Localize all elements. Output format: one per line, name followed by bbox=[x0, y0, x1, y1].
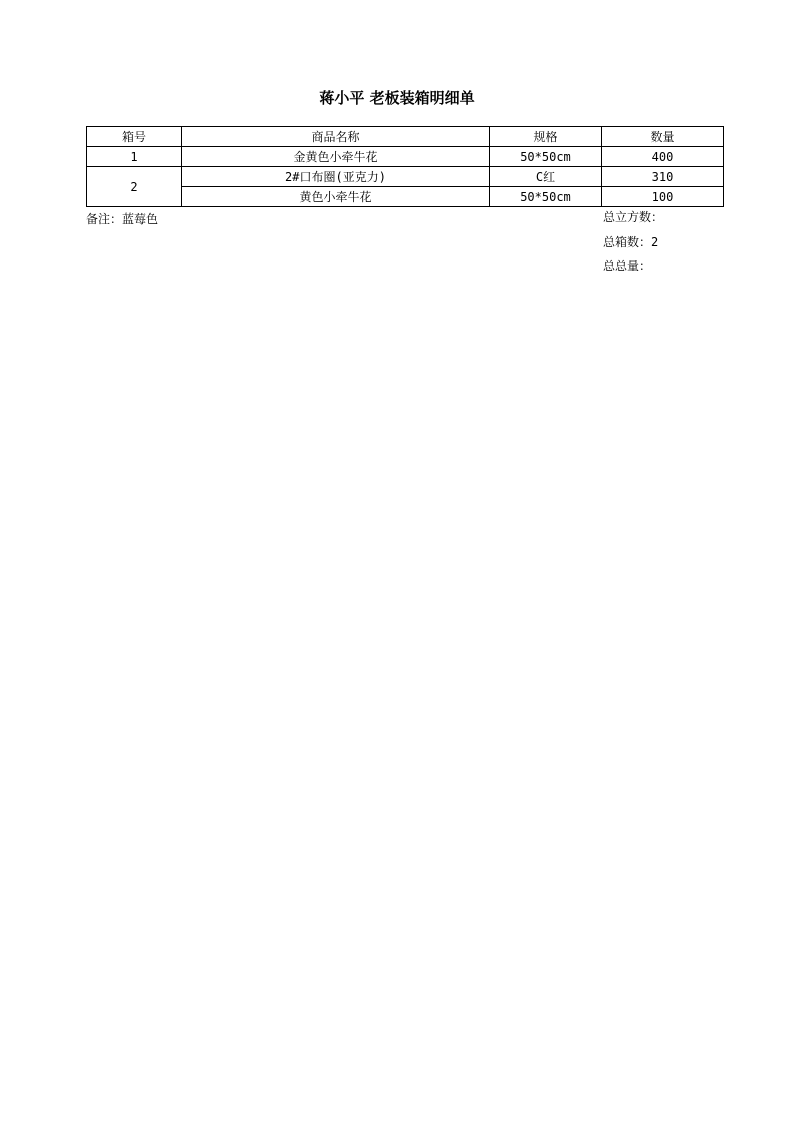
table-row bbox=[87, 147, 724, 167]
remark-label: 备注： bbox=[86, 212, 123, 226]
remark bbox=[86, 211, 158, 227]
packing-table bbox=[86, 126, 724, 207]
spec-cell: 50*50cm bbox=[490, 187, 602, 207]
box-no-cell: 1 bbox=[87, 147, 182, 167]
total-boxes bbox=[603, 234, 658, 250]
total-quantity-label: 总总量： bbox=[603, 259, 652, 273]
product-name-cell: 黄色小牵牛花 bbox=[182, 187, 490, 207]
total-boxes-label: 总箱数： bbox=[603, 235, 652, 249]
quantity-cell: 100 bbox=[602, 187, 724, 207]
table-row bbox=[87, 187, 724, 207]
total-volume bbox=[603, 209, 663, 225]
header-spec: 规格 bbox=[490, 127, 602, 147]
product-name-cell: 2#口布圈(亚克力) bbox=[182, 167, 490, 187]
quantity-cell: 400 bbox=[602, 147, 724, 167]
quantity-cell: 310 bbox=[602, 167, 724, 187]
document-title: 蒋小平 老板装箱明细单 bbox=[319, 89, 475, 107]
table-row bbox=[87, 167, 724, 187]
spec-cell: 50*50cm bbox=[490, 147, 602, 167]
total-boxes-value: 2 bbox=[651, 235, 659, 249]
header-quantity: 数量 bbox=[602, 127, 724, 147]
header-box-no: 箱号 bbox=[87, 127, 182, 147]
product-name-cell: 金黄色小牵牛花 bbox=[182, 147, 490, 167]
remark-value: 蓝莓色 bbox=[122, 212, 159, 226]
table-header-row bbox=[87, 127, 724, 147]
total-quantity bbox=[603, 258, 651, 274]
box-no-cell: 2 bbox=[87, 167, 182, 207]
total-volume-label: 总立方数： bbox=[603, 210, 664, 224]
spec-cell: C红 bbox=[490, 167, 602, 187]
header-product-name: 商品名称 bbox=[182, 127, 490, 147]
